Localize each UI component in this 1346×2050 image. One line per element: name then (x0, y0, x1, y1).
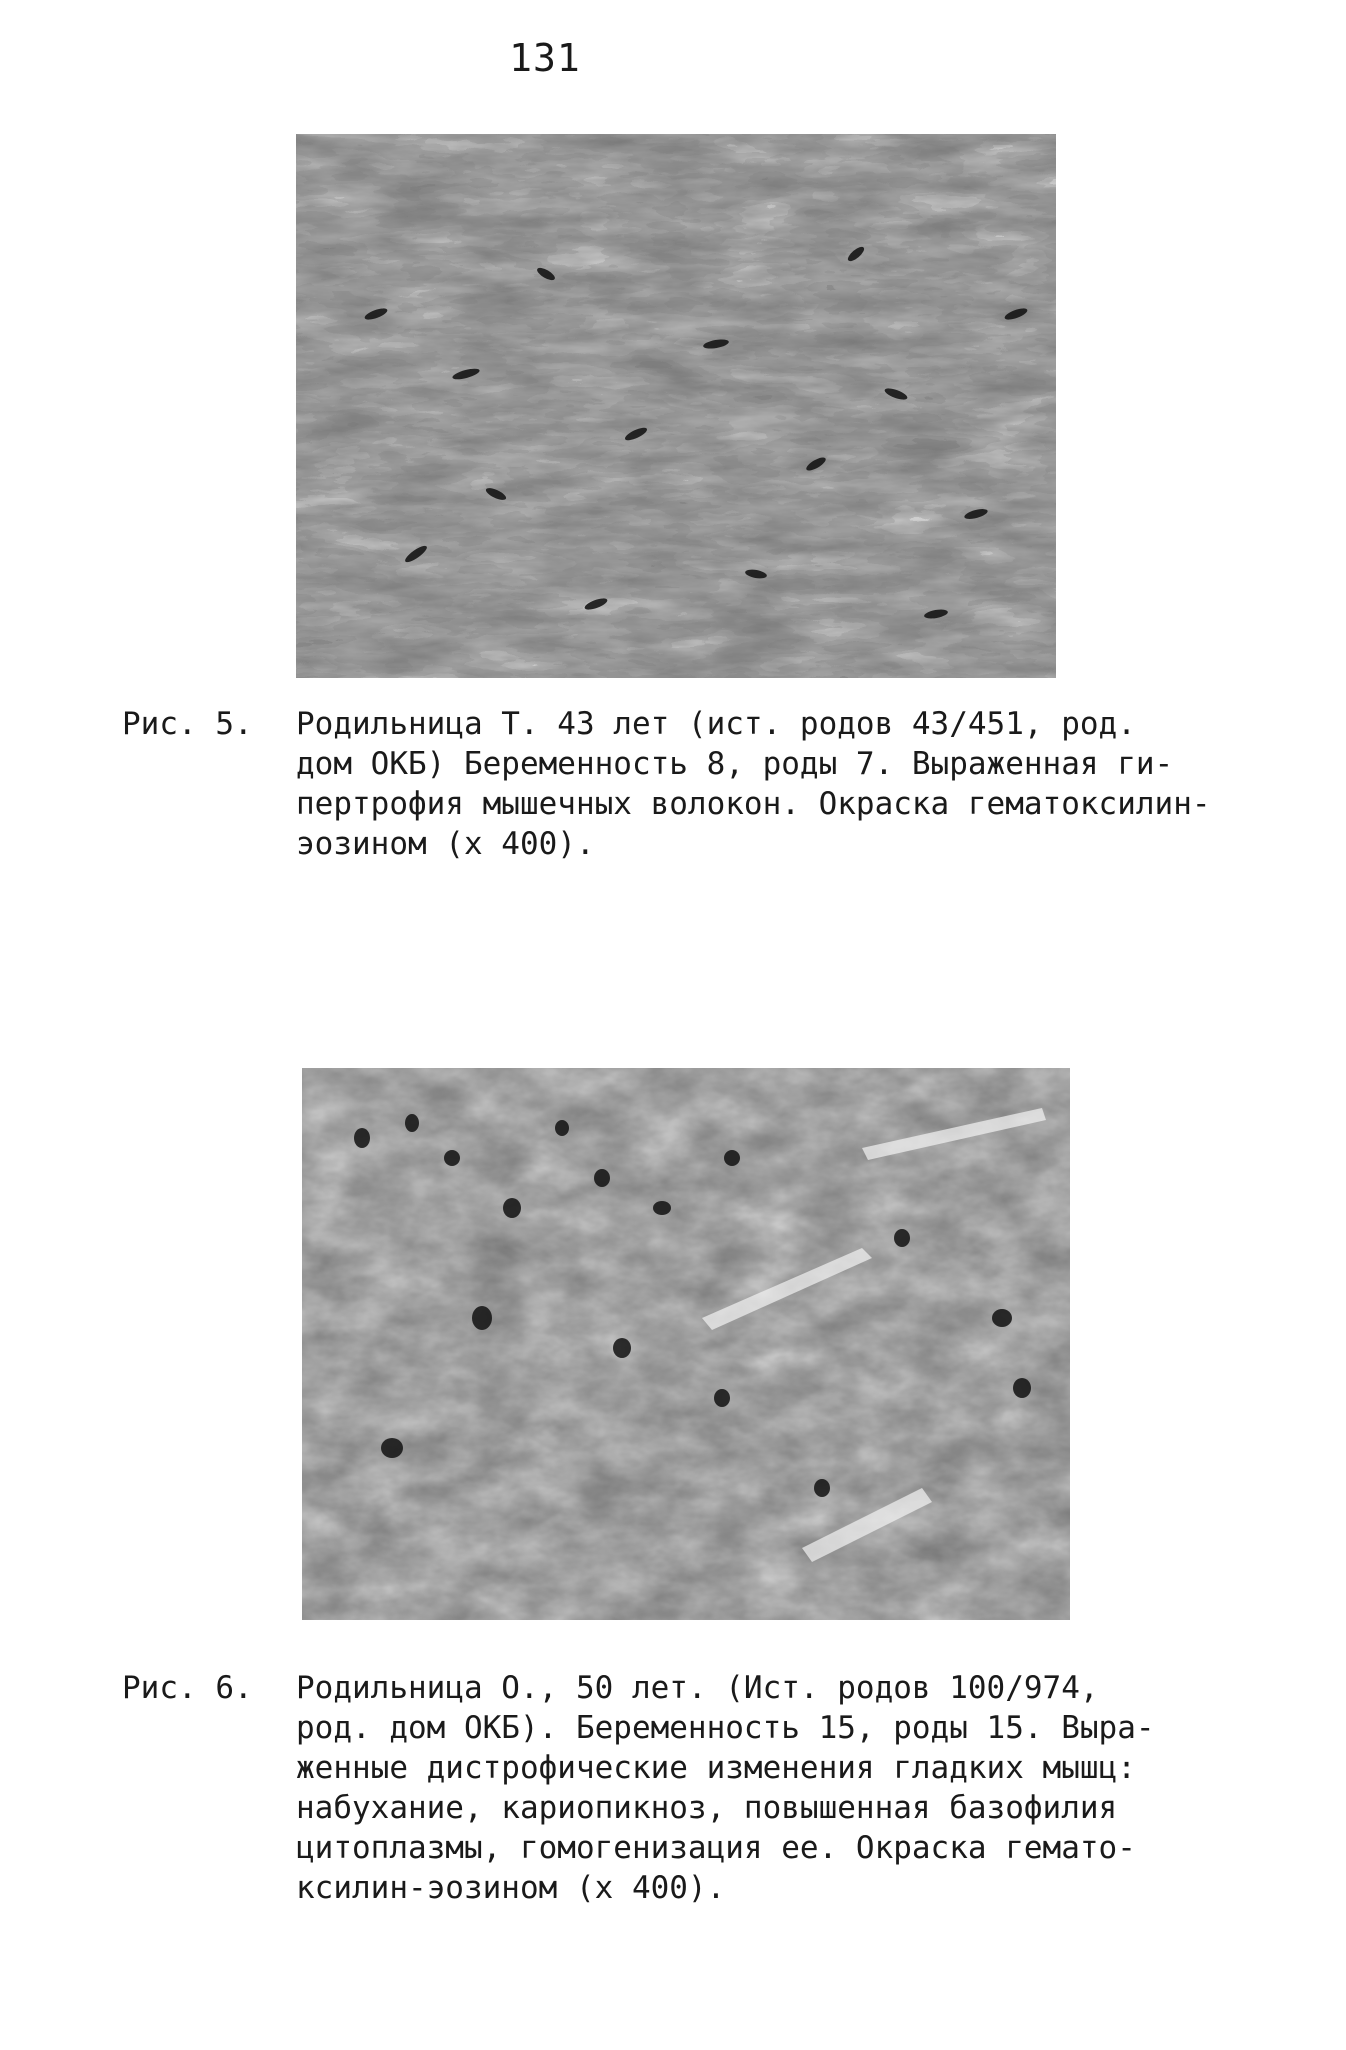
page-number: 131 (509, 36, 581, 80)
caption-line: эозином (х 400). (296, 826, 595, 862)
caption-line: дом ОКБ) Беременность 8, роды 7. Выраженная ги- (296, 746, 1174, 782)
caption-line: набухание, кариопикноз, повышенная базофилия (296, 1790, 1118, 1826)
caption-line: род. дом ОКБ). Беременность 15, роды 15. Выра- (296, 1710, 1155, 1746)
figure-5-label: Рис. 5. (122, 706, 253, 742)
figure-6-label: Рис. 6. (122, 1670, 253, 1706)
figure-6-micrograph (302, 1068, 1070, 1620)
figure-5-caption (122, 704, 1262, 874)
caption-line: Родильница Т. 43 лет (ист. родов 43/451, род. (296, 706, 1136, 742)
caption-line: Родильница О., 50 лет. (Ист. родов 100/974, (296, 1670, 1099, 1706)
figure-5-micrograph (296, 134, 1056, 678)
caption-line: ксилин-эозином (х 400). (296, 1870, 726, 1906)
figure-6-caption (122, 1668, 1262, 1928)
caption-line: пертрофия мышечных волокон. Окраска гематоксилин- (296, 786, 1211, 822)
caption-line: женные дистрофические изменения гладких мышц: (296, 1750, 1136, 1786)
caption-line: цитоплазмы, гомогенизация ее. Окраска гемато- (296, 1830, 1136, 1866)
